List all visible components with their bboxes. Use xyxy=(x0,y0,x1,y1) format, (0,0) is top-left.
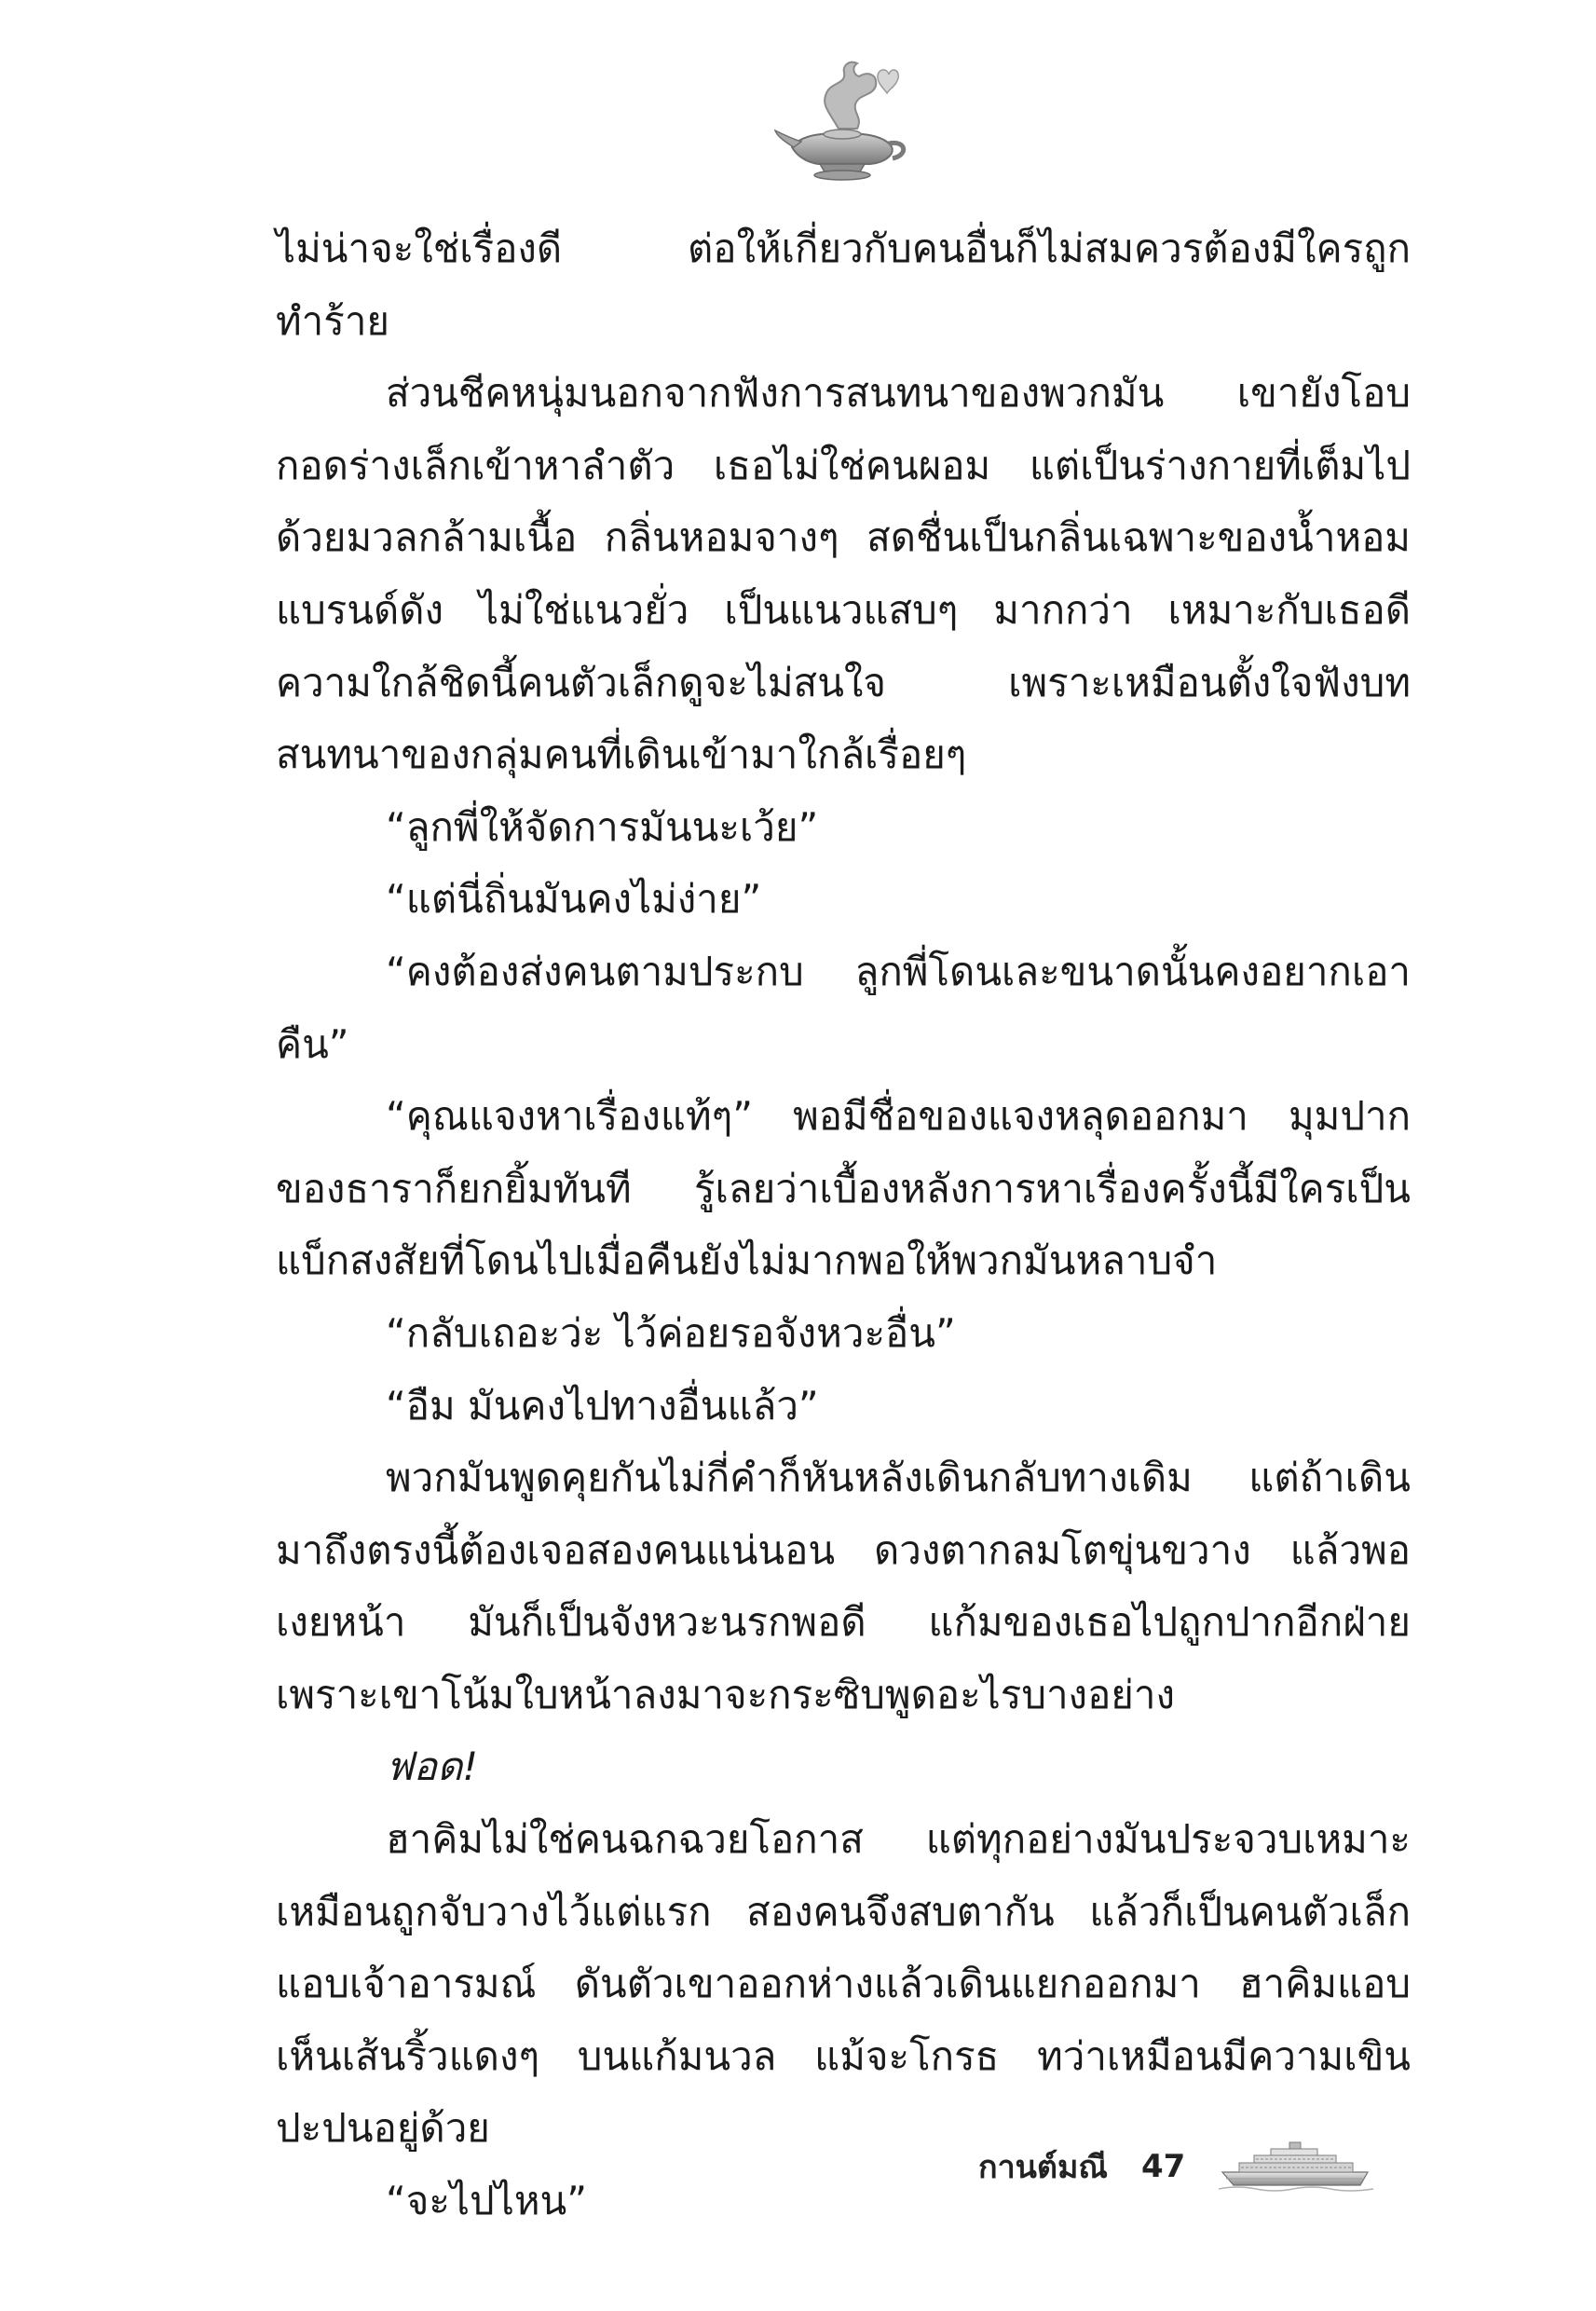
paragraph: พวกมันพูดคุยกันไม่กี่คำก็หันหลังเดินกลับทางเดิม แต่ถ้าเดินมาถึงตรงนี้ต้องเจอสองคนแน่นอน ดวงตากลมโตขุ่นขวาง แล้วพอเงยหน้า มันก็เป็นจังหวะนรกพอดี แก้มของเธอไปถูกปากอีกฝ่ายเพราะเขาโน้มใบหน้าลงมาจะกระซิบพูดอะไรบางอย่าง xyxy=(276,1455,1411,1717)
page-footer xyxy=(978,2129,1377,2204)
paragraph: “คุณแจงหาเรื่องแท้ๆ” พอมีชื่อของแจงหลุดออกมา มุมปากของธาราก็ยกยิ้มทันที รู้เลยว่าเบื้องหลังการหาเรื่องครั้งนี้มีใครเป็นแบ็กสงสัยที่โดนไปเมื่อคืนยังไม่มากพอให้พวกมันหลาบจำ xyxy=(276,1093,1411,1284)
genie-lamp-icon xyxy=(773,56,913,186)
paragraph: “คงต้องส่งคนตามประกบ ลูกพี่โดนเละขนาดนั้นคงอยากเอาคืน” xyxy=(276,948,1411,1067)
paragraph: ไม่น่าจะใช่เรื่องดี ต่อให้เกี่ยวกับคนอื่นก็ไม่สมควรต้องมีใครถูกทำร้าย xyxy=(276,226,1411,344)
page-number: 47 xyxy=(1140,2148,1186,2185)
book-title: กานต์มณี xyxy=(978,2149,1108,2186)
paragraph: “จะไปไหน” xyxy=(386,2178,587,2224)
body-text xyxy=(276,212,1411,2237)
paragraph: ส่วนชีคหนุ่มนอกจากฟังการสนทนาของพวกมัน เขายังโอบกอดร่างเล็กเข้าหาลำตัว เธอไม่ใช่คนผอม แต่เป็นร่างกายที่เต็มไปด้วยมวลกล้ามเนื้อ กลิ่นหอมจางๆ สดชื่นเป็นกลิ่นเฉพาะของน้ำหอมแบรนด์ดัง ไม่ใช่แนวยั่ว เป็นแนวแสบๆ มากกว่า เหมาะกับเธอดี ความใกล้ชิดนี้คนตัวเล็กดูจะไม่สนใจ เพราะเหมือนตั้งใจฟังบทสนทนาของกลุ่มคนที่เดินเข้ามาใกล้เรื่อยๆ xyxy=(276,370,1411,778)
paragraph: “ลูกพี่ให้จัดการมันนะเว้ย” xyxy=(386,803,819,850)
paragraph: ฟอด! xyxy=(386,1744,479,1790)
paragraph: “แต่นี่ถิ่นมันคงไม่ง่าย” xyxy=(386,876,762,923)
paragraph: “อืม มันคงไปทางอื่นแล้ว” xyxy=(386,1382,819,1429)
paragraph: “กลับเถอะว่ะ ไว้ค่อยรอจังหวะอื่น” xyxy=(386,1309,956,1356)
paragraph: ฮาคิมไม่ใช่คนฉกฉวยโอกาส แต่ทุกอย่างมันประจวบเหมาะเหมือนถูกจับวางไว้แต่แรก สองคนจึงสบตากัน แล้วก็เป็นคนตัวเล็กแอบเจ้าอารมณ์ ดันตัวเขาออกห่างแล้วเดินแยกออกมา ฮาคิมแอบเห็นเส้นริ้วแดงๆ บนแก้มนวล แม้จะโกรธ ทว่าเหมือนมีความเขินปะปนอยู่ด้วย xyxy=(276,1816,1411,2152)
cruise-ship-icon xyxy=(1219,2139,1377,2195)
